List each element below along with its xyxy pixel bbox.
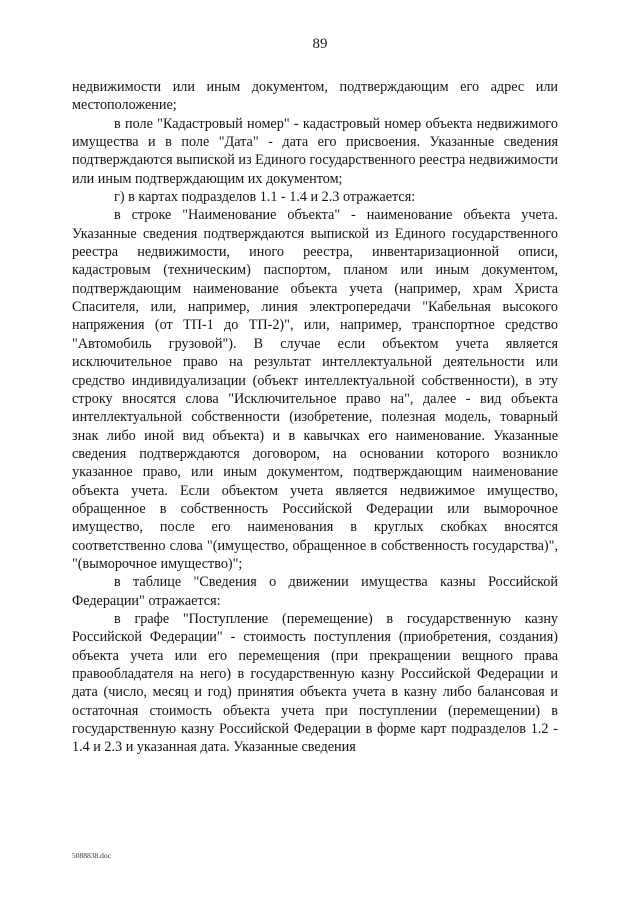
page-number: 89 [312, 36, 328, 52]
paragraph: в строке "Наименование объекта" - наименование объекта учета. Указанные сведения подтверждаются выпиской из Единого государственного реестра недвижимости, иного реестра, инвентаризационной описи, кадастровым (техническим) паспортом, планом или иным документом, подтверждающим наименование объекта учета (например, храм Христа Спасителя, или, например, линия электропередачи "Кабельная высокого напряжения (от ТП-1 до ТП-2)", или, например, транспортное средство "Автомобиль грузовой"). В случае если объектом учета является исключительное право на результат интеллектуальной деятельности или средство индивидуализации (объект интеллектуальной собственности), в эту строку вносятся слова "Исключительное право на", далее - вид объекта интеллектуальной собственности (изобретение, полезная модель, товарный знак либо иной вид объекта) и в кавычках его наименование. Указанные сведения подтверждаются договором, на основании которого возникло указанное право, или иным документом, подтверждающим наименование объекта учета. Если объектом учета является недвижимое имущество, обращенное в собственность Российской Федерации или выморочное имущество, после его наименования в круглых скобках вносятся соответственно слова "(имущество, обращенное в собственность государства)", "(выморочное имущество)"; [72, 207, 558, 572]
paragraph: в графе "Поступление (перемещение) в государственную казну Российской Федерации" - стоимость поступления (приобретения, создания) объекта учета или его перемещения (при прекращении вещного права правообладателя на него) в государственную казну Российской Федерации и дата (число, месяц и год) принятия объекта учета в казну либо балансовая и остаточная стоимость объекта учета при поступлении (перемещении) в государственную казну Российской Федерации в форме карт подразделов 1.2 - 1.4 и 2.3 и указанная дата. Указанные сведения [72, 610, 558, 756]
paragraph: недвижимости или иным документом, подтверждающим его адрес или местоположение; [72, 79, 558, 114]
paragraph: г) в картах подразделов 1.1 - 1.4 и 2.3 отражается: [114, 189, 416, 206]
paragraph: в поле "Кадастровый номер" - кадастровый номер объекта недвижимого имущества и в поле "Дата" - дата его присвоения. Указанные сведения подтверждаются выпиской из Единого государственного реестра недвижимости или иным подтверждающим их документом; [72, 115, 558, 187]
paragraph: в таблице "Сведения о движении имущества казны Российской Федерации" отражается: [72, 574, 558, 609]
document-file-id: 5088838.doc [72, 851, 111, 860]
document-body [72, 78, 558, 757]
